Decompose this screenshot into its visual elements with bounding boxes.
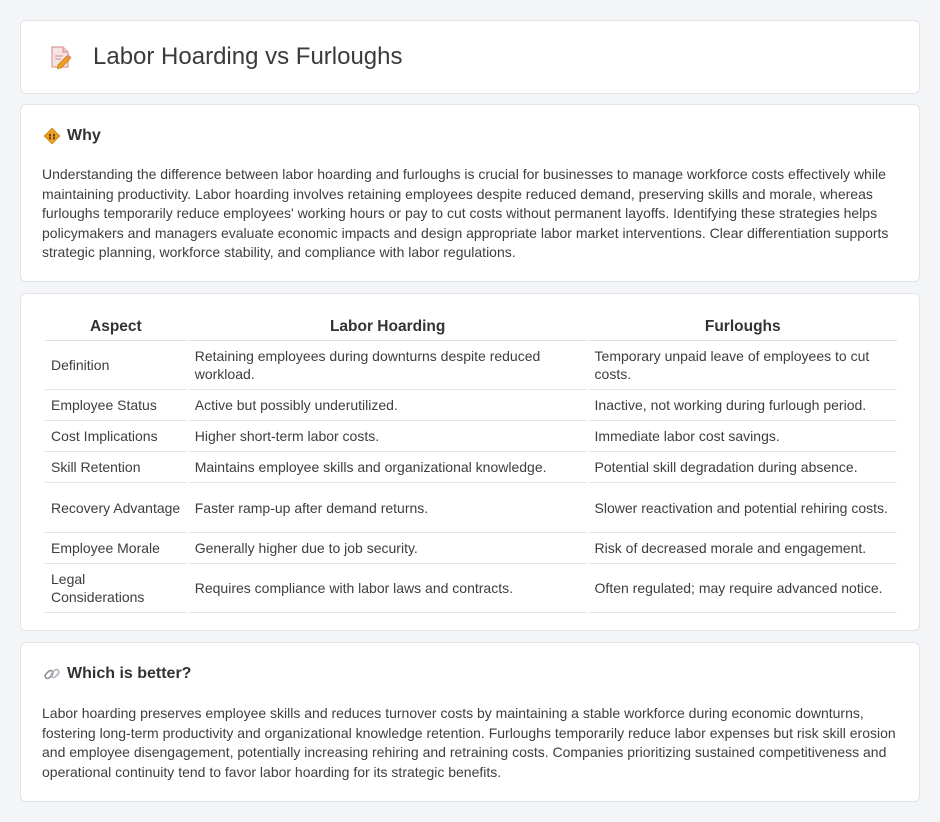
aspect-cell: Definition [45, 341, 187, 390]
labor-hoarding-cell: Generally higher due to job security. [189, 533, 587, 564]
furloughs-cell: Risk of decreased morale and engagement. [589, 533, 897, 564]
header-furloughs: Furloughs [589, 316, 897, 341]
table-row [45, 341, 897, 390]
table-row [45, 452, 897, 483]
aspect-cell: Recovery Advantage [45, 483, 187, 533]
which-is-better-text: Labor hoarding preserves employee skills and reduces turnover costs by maintaining a stable workforce during economic downturns, fostering long-term productivity and organizational knowledge retention. Furloughs temporarily reduce labor expenses but risk skill erosion and employee disengagement, potentially increasing rehiring and retraining costs. Companies prioritizing sustained competitiveness and operational continuity tend to favor labor hoarding for its strategic benefits. [42, 705, 896, 780]
table-row [45, 533, 897, 564]
furloughs-cell: Immediate labor cost savings. [589, 421, 897, 452]
aspect-cell: Legal Considerations [45, 564, 187, 613]
road-sign-icon [43, 127, 61, 145]
labor-hoarding-cell: Requires compliance with labor laws and contracts. [189, 564, 587, 613]
comparison-table [43, 316, 899, 613]
labor-hoarding-cell: Maintains employee skills and organizational knowledge. [189, 452, 587, 483]
labor-hoarding-cell: Retaining employees during downturns despite reduced workload. [189, 341, 587, 390]
aspect-cell: Cost Implications [45, 421, 187, 452]
furloughs-cell: Often regulated; may require advanced notice. [589, 564, 897, 613]
header-aspect: Aspect [45, 316, 187, 341]
header-card [20, 20, 920, 94]
header-labor-hoarding: Labor Hoarding [189, 316, 587, 341]
furloughs-cell: Inactive, not working during furlough period. [589, 390, 897, 421]
comparison-section [20, 293, 920, 631]
labor-hoarding-cell: Active but possibly underutilized. [189, 390, 587, 421]
labor-hoarding-cell: Higher short-term labor costs. [189, 421, 587, 452]
table-row [45, 421, 897, 452]
furloughs-cell: Temporary unpaid leave of employees to cut costs. [589, 341, 897, 390]
aspect-cell: Employee Status [45, 390, 187, 421]
furloughs-cell: Potential skill degradation during absence. [589, 452, 897, 483]
table-row [45, 564, 897, 613]
link-icon [43, 665, 61, 683]
why-text: Understanding the difference between labor hoarding and furloughs is crucial for businesses to manage workforce costs effectively while maintaining productivity. Labor hoarding involves retaining employees despite reduced demand, preserving skills and morale, whereas furloughs temporarily reduce employees' working hours or pay to cut costs without permanent layoffs. Identifying these strategies helps policymakers and managers evaluate economic impacts and design appropriate labor market interventions. Clear differentiation supports strategic planning, workforce stability, and compliance with labor regulations. [42, 166, 889, 260]
aspect-cell: Employee Morale [45, 533, 187, 564]
document-pencil-icon [47, 44, 73, 70]
table-header-row [45, 316, 897, 341]
page-title: Labor Hoarding vs Furloughs [93, 43, 403, 70]
table-row [45, 390, 897, 421]
furloughs-cell: Slower reactivation and potential rehiring costs. [589, 483, 897, 533]
why-section [20, 104, 920, 282]
why-title: Why [67, 127, 101, 144]
which-is-better-title: Which is better? [67, 665, 192, 682]
table-row [45, 483, 897, 533]
labor-hoarding-cell: Faster ramp-up after demand returns. [189, 483, 587, 533]
aspect-cell: Skill Retention [45, 452, 187, 483]
which-is-better-section [20, 642, 920, 802]
